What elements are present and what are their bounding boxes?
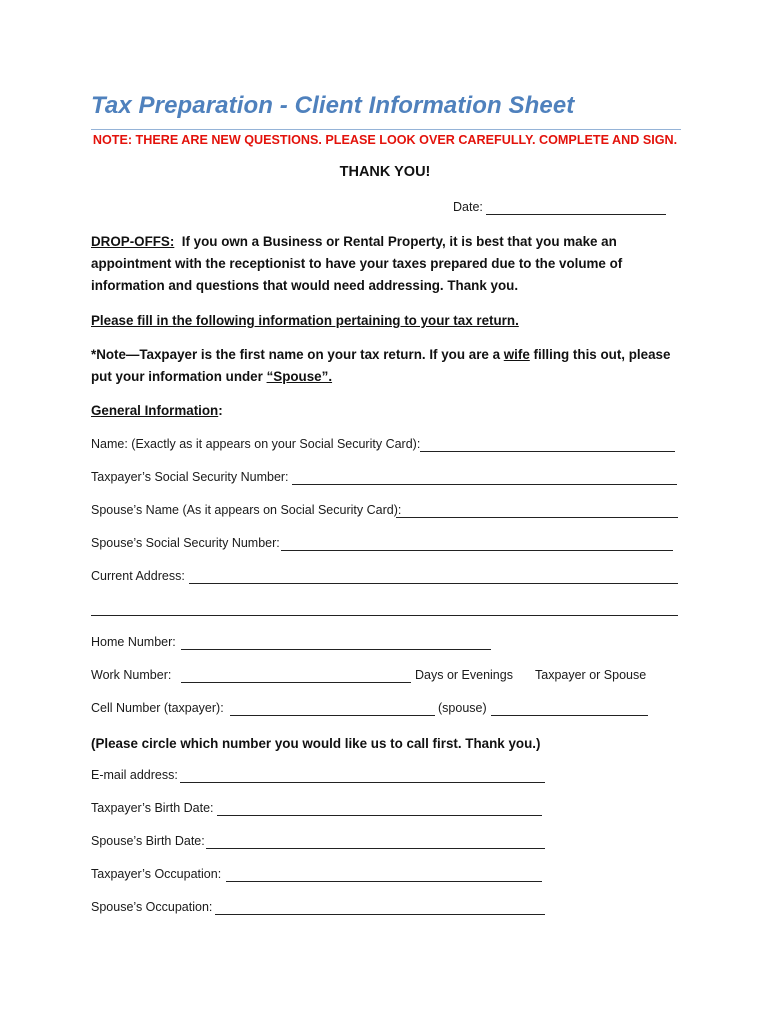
dropoffs-text-1: If you own a Business or Rental Property, it is best that you make an bbox=[181, 234, 617, 249]
email-label: E-mail address: bbox=[91, 768, 178, 782]
spouse-ssn-field[interactable] bbox=[281, 550, 673, 551]
note-banner: NOTE: THERE ARE NEW QUESTIONS. PLEASE LOOK OVER CAREFULLY. COMPLETE AND SIGN. bbox=[92, 133, 678, 147]
dropoffs-paragraph-line-1 bbox=[91, 231, 617, 253]
taxpayer-note-c: put your information under bbox=[91, 369, 267, 384]
taxpayer-ssn-field[interactable] bbox=[292, 484, 677, 485]
name-label: Name: (Exactly as it appears on your Social Security Card): bbox=[91, 437, 421, 451]
home-number-label: Home Number: bbox=[91, 635, 176, 649]
date-label: Date: bbox=[453, 200, 483, 214]
days-or-evenings-option[interactable]: Days or Evenings bbox=[415, 668, 513, 682]
date-field[interactable] bbox=[486, 214, 666, 215]
fill-instruction: Please fill in the following information pertaining to your tax return. bbox=[91, 313, 519, 328]
dropoffs-heading: DROP-OFFS: bbox=[91, 234, 175, 249]
taxpayer-note-b: filling this out, please bbox=[529, 347, 671, 362]
taxpayer-occupation-field[interactable] bbox=[226, 881, 542, 882]
taxpayer-ssn-label: Taxpayer’s Social Security Number: bbox=[91, 470, 289, 484]
thank-you-text: THANK YOU! bbox=[339, 164, 431, 180]
cell-taxpayer-field[interactable] bbox=[230, 715, 435, 716]
email-field[interactable] bbox=[180, 782, 545, 783]
circle-instruction: (Please circle which number you would like us to call first. Thank you.) bbox=[91, 736, 541, 751]
taxpayer-occupation-label: Taxpayer’s Occupation: bbox=[91, 867, 222, 881]
taxpayer-or-spouse-option[interactable]: Taxpayer or Spouse bbox=[535, 668, 647, 682]
taxpayer-note-a: *Note—Taxpayer is the first name on your tax return. If you are a bbox=[91, 347, 504, 362]
general-info-heading-text: General Information bbox=[91, 403, 219, 418]
cell-spouse-field[interactable] bbox=[491, 715, 648, 716]
dropoffs-text-2: appointment with the receptionist to have your taxes prepared due to the volume of bbox=[91, 256, 623, 271]
spouse-ssn-label: Spouse’s Social Security Number: bbox=[91, 536, 280, 550]
taxpayer-birth-label: Taxpayer’s Birth Date: bbox=[91, 801, 214, 815]
spouse-occupation-label: Spouse’s Occupation: bbox=[91, 900, 213, 914]
work-number-field[interactable] bbox=[181, 682, 411, 683]
spouse-occupation-field[interactable] bbox=[215, 914, 545, 915]
current-address-field[interactable] bbox=[189, 583, 678, 584]
taxpayer-note-spouse: “Spouse”. bbox=[266, 369, 333, 384]
title-divider bbox=[91, 129, 681, 130]
cell-spouse-label: (spouse) bbox=[438, 701, 487, 715]
dropoffs-text-3: information and questions that would need addressing. Thank you. bbox=[91, 278, 519, 293]
cell-number-label: Cell Number (taxpayer): bbox=[91, 701, 224, 715]
spouse-birth-label: Spouse’s Birth Date: bbox=[91, 834, 205, 848]
taxpayer-note-wife: wife bbox=[503, 347, 530, 362]
page-title: Tax Preparation - Client Information Sheet bbox=[91, 92, 575, 119]
spouse-name-field[interactable] bbox=[396, 517, 678, 518]
home-number-field[interactable] bbox=[181, 649, 491, 650]
taxpayer-note-line-1 bbox=[91, 344, 670, 366]
taxpayer-birth-field[interactable] bbox=[217, 815, 542, 816]
current-address-label: Current Address: bbox=[91, 569, 185, 583]
thank-you-heading bbox=[0, 164, 770, 180]
spouse-name-label: Spouse’s Name (As it appears on Social Security Card): bbox=[91, 503, 402, 517]
name-field[interactable] bbox=[420, 451, 675, 452]
general-info-colon: : bbox=[218, 403, 223, 418]
work-number-label: Work Number: bbox=[91, 668, 172, 682]
taxpayer-note-line-2 bbox=[91, 366, 332, 388]
current-address-field-line-2[interactable] bbox=[91, 615, 678, 616]
general-info-heading bbox=[91, 400, 223, 422]
spouse-birth-field[interactable] bbox=[206, 848, 545, 849]
